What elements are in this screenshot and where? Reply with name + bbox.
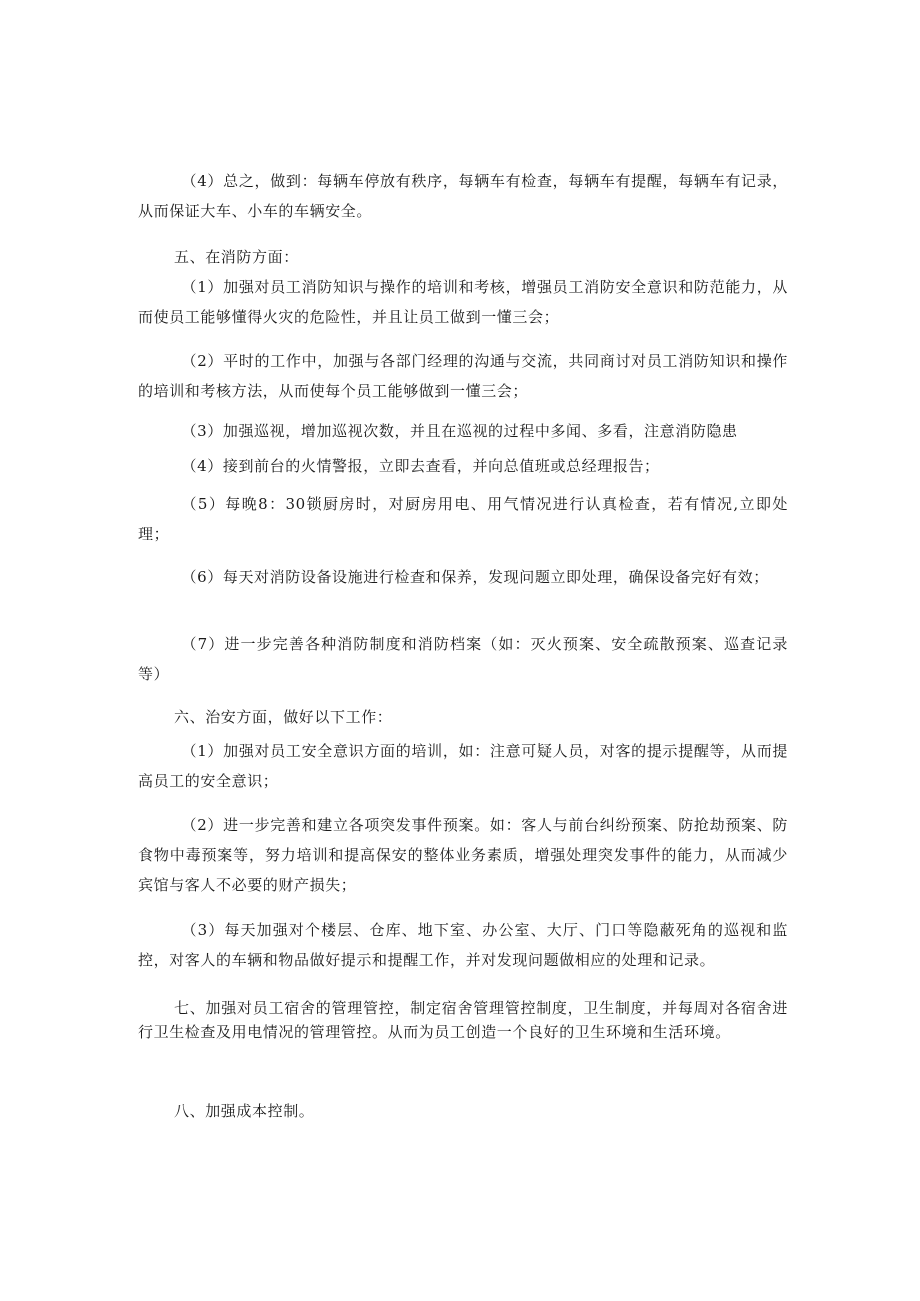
paragraph-dormitory: 七、加强对员工宿舍的管理管控，制定宿舍管理管控制度，卫生制度，并每周对各宿舍进行卫生检查及用电情况的管理管控。从而为员工创造一个良好的卫生环境和生活环境。: [138, 999, 788, 1041]
paragraph-fire-7: （7）进一步完善各种消防制度和消防档案（如：灭火预案、安全疏散预案、巡查记录等）: [138, 635, 788, 683]
paragraph-fire-5: （5）每晚8：30锁厨房时，对厨房用电、用气情况进行认真检查，若有情况,立即处理；: [138, 495, 788, 543]
paragraph-fire-4: （4）接到前台的火情警报，立即去查看，并向总值班或总经理报告；: [181, 457, 660, 475]
paragraph-cost-control: 八、加强成本控制。: [174, 1102, 315, 1120]
paragraph-security-1: （1）加强对员工安全意识方面的培训，如：注意可疑人员，对客的提示提醒等，从而提高员工的安全意识；: [138, 742, 788, 790]
paragraph-fire-3: （3）加强巡视，增加巡视次数，并且在巡视的过程中多闻、多看，注意消防隐患: [181, 422, 738, 440]
paragraph-parking-summary: （4）总之，做到：每辆车停放有秩序，每辆车有检查，每辆车有提醒，每辆车有记录，从而保证大车、小车的车辆安全。: [138, 172, 788, 220]
heading-security: 六、治安方面，做好以下工作：: [174, 708, 393, 726]
paragraph-fire-2: （2）平时的工作中，加强与各部门经理的沟通与交流，共同商讨对员工消防知识和操作的培训和考核方法，从而使每个员工能够做到一懂三会；: [138, 352, 788, 400]
paragraph-security-2: （2）进一步完善和建立各项突发事件预案。如：客人与前台纠纷预案、防抢劫预案、防食物中毒预案等，努力培训和提高保安的整体业务素质，增强处理突发事件的能力，从而减少宾馆与客人不必要的财产损失；: [138, 816, 788, 894]
paragraph-security-3: （3）每天加强对个楼层、仓库、地下室、办公室、大厅、门口等隐蔽死角的巡视和监控，对客人的车辆和物品做好提示和提醒工作，并对发现问题做相应的处理和记录。: [138, 921, 788, 969]
paragraph-fire-1: （1）加强对员工消防知识与操作的培训和考核，增强员工消防安全意识和防范能力，从而使员工能够懂得火灾的危险性，并且让员工做到一懂三会；: [138, 278, 788, 326]
heading-fire-safety: 五、在消防方面：: [174, 248, 299, 266]
paragraph-fire-6: （6）每天对消防设备设施进行检查和保养，发现问题立即处理，确保设备完好有效；: [181, 568, 769, 586]
